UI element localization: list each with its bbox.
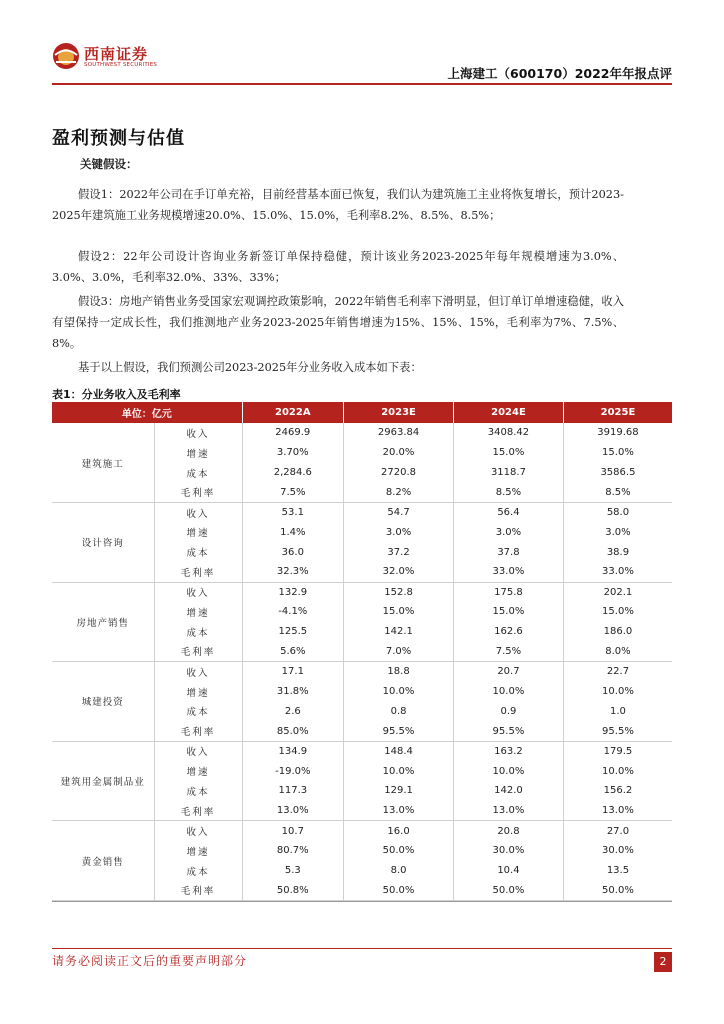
value-cell: 10.0%: [602, 765, 634, 777]
metric-name-cell: 成本: [154, 701, 242, 721]
metric-name-cell: 收入: [154, 821, 242, 841]
value-cell: 3.0%: [605, 526, 631, 538]
value-cell: 0.8: [344, 701, 454, 721]
value-cell: 3586.5: [600, 467, 636, 479]
value-cell: 30.0%: [454, 841, 564, 861]
value-cell: 13.0%: [344, 801, 454, 821]
metric-name-cell: 收入: [154, 423, 242, 443]
value-cell: 3.0%: [344, 522, 454, 542]
segment-name-cell: 建筑用金属制品业: [52, 741, 154, 821]
key-assumptions-heading: 关键假设：: [80, 157, 138, 171]
metric-name-cell: 毛利率: [154, 642, 242, 662]
value-cell: 20.7: [454, 662, 564, 682]
value-cell: 10.4: [454, 861, 564, 881]
value-cell: 7.5%: [242, 483, 344, 503]
segment-name-cell: 建筑施工: [52, 423, 154, 503]
value-cell: 8.5%: [563, 483, 672, 503]
value-cell: 13.0%: [563, 801, 672, 821]
section-title: 盈利预测与估值: [52, 128, 185, 149]
value-cell: 2963.84: [344, 423, 454, 443]
value-cell: 3919.68: [597, 427, 639, 439]
value-cell: 56.4: [454, 503, 564, 523]
value-cell: 142.0: [454, 781, 564, 801]
page-header: [52, 34, 672, 82]
value-cell: 7.0%: [344, 642, 454, 662]
value-cell: 15.0%: [602, 606, 634, 618]
value-cell: 36.0: [242, 542, 344, 562]
value-cell: 54.7: [344, 503, 454, 523]
value-cell: 2720.8: [344, 463, 454, 483]
value-cell: 95.5%: [563, 721, 672, 741]
metric-name-cell: 成本: [154, 622, 242, 642]
value-cell: 85.0%: [242, 721, 344, 741]
value-cell: 80.7%: [242, 841, 344, 861]
table-row: [52, 503, 672, 523]
value-cell: 1.0: [609, 705, 626, 717]
value-cell: -4.1%: [242, 602, 344, 622]
table-row: [52, 582, 672, 602]
header-2024e: 2024E: [454, 402, 564, 423]
value-cell: 8.0: [344, 861, 454, 881]
value-cell: 13.5: [606, 865, 630, 877]
value-cell: 32.0%: [344, 562, 454, 582]
value-cell: 8.5%: [454, 483, 564, 503]
value-cell: 3118.7: [454, 463, 564, 483]
value-cell: 148.4: [344, 741, 454, 761]
value-cell: 5.3: [242, 861, 344, 881]
value-cell: 2469.9: [242, 423, 344, 443]
value-cell: 152.8: [344, 582, 454, 602]
metric-name-cell: 增速: [154, 443, 242, 463]
metric-name-cell: 增速: [154, 602, 242, 622]
page-number: 2: [654, 952, 672, 972]
value-cell: 50.8%: [242, 880, 344, 900]
value-cell: 13.0%: [454, 801, 564, 821]
value-cell: 8.2%: [344, 483, 454, 503]
logo-text-en: SOUTHWEST SECURITIES: [84, 62, 158, 68]
value-cell: 37.8: [454, 542, 564, 562]
value-cell: 17.1: [242, 662, 344, 682]
header-divider: [52, 83, 672, 85]
value-cell: 7.5%: [454, 642, 564, 662]
segment-name-cell: 设计咨询: [52, 503, 154, 583]
value-cell: 18.8: [344, 662, 454, 682]
value-cell: 38.9: [606, 546, 630, 558]
metric-name-cell: 成本: [154, 861, 242, 881]
value-cell: 163.2: [454, 741, 564, 761]
value-cell: 58.0: [606, 507, 630, 519]
value-cell: 30.0%: [602, 845, 634, 857]
assumption-paragraph-3: 假设3：房地产销售业务受国家宏观调控政策影响，2022年销售毛利率下滑明显，但订单订单增速稳健，收入有望保持一定成长性，我们推测地产业务2023-2025年销售增速为15%、15%、15%，毛利率为7%、7.5%、8%。: [52, 295, 624, 350]
value-cell: 3408.42: [454, 423, 564, 443]
forecast-intro-paragraph: 基于以上假设，我们预测公司2023-2025年分业务收入成本如下表：: [78, 361, 422, 374]
value-cell: 175.8: [454, 582, 564, 602]
value-cell: 179.5: [603, 745, 633, 757]
value-cell: 95.5%: [454, 721, 564, 741]
metric-name-cell: 增速: [154, 682, 242, 702]
revenue-table-container: [52, 402, 672, 901]
metric-name-cell: 毛利率: [154, 801, 242, 821]
value-cell: 37.2: [344, 542, 454, 562]
value-cell: 3.70%: [242, 443, 344, 463]
table-row: [52, 821, 672, 841]
value-cell: 10.7: [242, 821, 344, 841]
logo-icon: [52, 42, 80, 70]
value-cell: 50.0%: [454, 880, 564, 900]
segment-name-cell: 房地产销售: [52, 582, 154, 662]
value-cell: 15.0%: [602, 447, 634, 459]
value-cell: 16.0: [344, 821, 454, 841]
company-logo: [52, 42, 162, 78]
value-cell: 10.0%: [454, 682, 564, 702]
disclaimer-note: 请务必阅读正文后的重要声明部分: [52, 954, 248, 968]
metric-name-cell: 成本: [154, 463, 242, 483]
segment-name-cell: 城建投资: [52, 662, 154, 742]
value-cell: 15.0%: [454, 443, 564, 463]
value-cell: 10.0%: [454, 761, 564, 781]
metric-name-cell: 收入: [154, 662, 242, 682]
value-cell: 15.0%: [344, 602, 454, 622]
table-bottom-rule: [52, 901, 672, 902]
metric-name-cell: 增速: [154, 761, 242, 781]
value-cell: 132.9: [242, 582, 344, 602]
value-cell: 0.9: [454, 701, 564, 721]
value-cell: 20.0%: [344, 443, 454, 463]
value-cell: -19.0%: [242, 761, 344, 781]
header-2022a: 2022A: [242, 402, 344, 423]
value-cell: 32.3%: [242, 562, 344, 582]
table-header-row: [52, 402, 672, 423]
value-cell: 1.4%: [242, 522, 344, 542]
header-unit: 单位：亿元: [52, 402, 242, 423]
value-cell: 5.6%: [242, 642, 344, 662]
value-cell: 50.0%: [344, 880, 454, 900]
value-cell: 95.5%: [344, 721, 454, 741]
value-cell: 3.0%: [454, 522, 564, 542]
segment-revenue-table: [52, 402, 672, 901]
value-cell: 156.2: [603, 785, 633, 797]
metric-name-cell: 成本: [154, 542, 242, 562]
value-cell: 27.0: [606, 825, 630, 837]
report-title: 上海建工（600170）2022年年报点评: [447, 66, 672, 81]
table-row: [52, 741, 672, 761]
metric-name-cell: 毛利率: [154, 483, 242, 503]
value-cell: 20.8: [454, 821, 564, 841]
value-cell: 15.0%: [454, 602, 564, 622]
value-cell: 10.0%: [602, 686, 634, 698]
value-cell: 202.1: [603, 586, 633, 598]
metric-name-cell: 增速: [154, 841, 242, 861]
table-body: [52, 423, 672, 900]
value-cell: 129.1: [344, 781, 454, 801]
header-2025e: 2025E: [563, 402, 672, 423]
value-cell: 22.7: [606, 666, 630, 678]
metric-name-cell: 收入: [154, 503, 242, 523]
value-cell: 33.0%: [563, 562, 672, 582]
metric-name-cell: 毛利率: [154, 721, 242, 741]
metric-name-cell: 增速: [154, 522, 242, 542]
metric-name-cell: 毛利率: [154, 562, 242, 582]
metric-name-cell: 毛利率: [154, 880, 242, 900]
assumption-paragraph-1: 假设1：2022年公司在手订单充裕，目前经营基本面已恢复，我们认为建筑施工主业将恢复增长，预计2023-2025年建筑施工业务规模增速20.0%、15.0%、15.0%，毛利率8.2%、8.5%、8.5%；: [52, 188, 624, 222]
logo-text-cn: 西南证券: [84, 45, 149, 63]
metric-name-cell: 成本: [154, 781, 242, 801]
value-cell: 10.0%: [344, 761, 454, 781]
value-cell: 162.6: [454, 622, 564, 642]
value-cell: 125.5: [242, 622, 344, 642]
footer-divider: [52, 948, 672, 949]
segment-name-cell: 黄金销售: [52, 821, 154, 901]
metric-name-cell: 收入: [154, 582, 242, 602]
value-cell: 50.0%: [344, 841, 454, 861]
value-cell: 31.8%: [242, 682, 344, 702]
table-row: [52, 662, 672, 682]
value-cell: 117.3: [242, 781, 344, 801]
table-row: [52, 423, 672, 443]
value-cell: 13.0%: [242, 801, 344, 821]
value-cell: 50.0%: [563, 880, 672, 900]
metric-name-cell: 收入: [154, 741, 242, 761]
value-cell: 53.1: [242, 503, 344, 523]
assumption-paragraph-2: 假设2：22年公司设计咨询业务新签订单保持稳健，预计该业务2023-2025年每年规模增速为3.0%、3.0%、3.0%，毛利率32.0%、33%、33%；: [52, 250, 624, 284]
value-cell: 2,284.6: [242, 463, 344, 483]
value-cell: 8.0%: [563, 642, 672, 662]
header-2023e: 2023E: [344, 402, 454, 423]
value-cell: 186.0: [603, 626, 633, 638]
value-cell: 10.0%: [344, 682, 454, 702]
value-cell: 33.0%: [454, 562, 564, 582]
value-cell: 134.9: [242, 741, 344, 761]
table-caption: 表1：分业务收入及毛利率: [52, 388, 181, 401]
value-cell: 2.6: [242, 701, 344, 721]
value-cell: 142.1: [344, 622, 454, 642]
